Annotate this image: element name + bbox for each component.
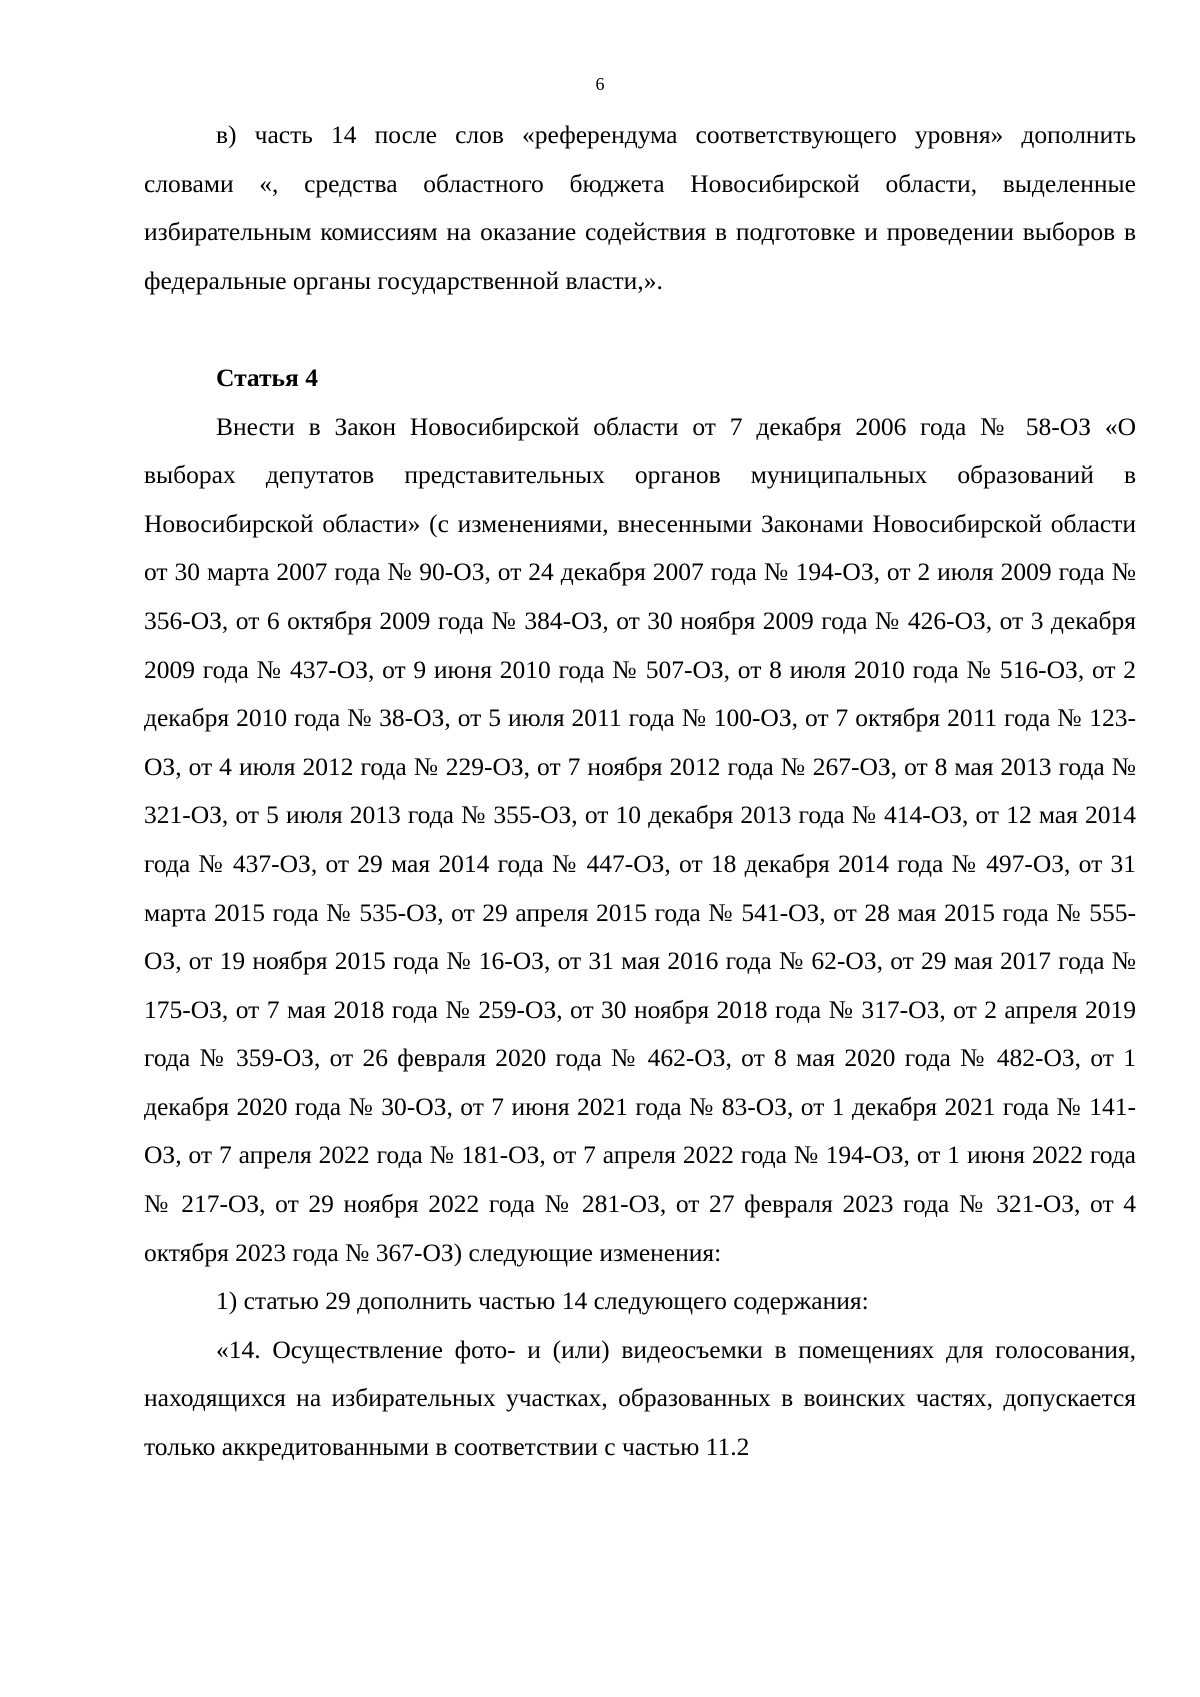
article-heading: Статья 4 (216, 362, 318, 392)
paragraph-spacer (144, 305, 1136, 354)
paragraph-amendment-v: в) часть 14 после слов «референдума соответствующего уровня» дополнить словами «, средства областного бюджета Новосибирской области, выделенные избирательным комиссиям на оказание содействия в подготовке и проведении выборов в федеральные органы государственной власти,». (144, 120, 1136, 295)
paragraph-part-14: «14. Осуществление фото- и (или) видеосъемки в помещениях для голосования, находящихся на избирательных участках, образованных в воинских частях, допускается только аккредитованными в соответствии с частью 11.2 (144, 1334, 1136, 1462)
page-number: 6 (595, 74, 605, 94)
paragraph-item-1: 1) статью 29 дополнить частью 14 следующего содержания: (216, 1286, 869, 1316)
paragraph-article-intro: Внести в Закон Новосибирской области от 7 декабря 2006 года № 58-ОЗ «О выборах депутатов представительных органов муниципальных образований в Новосибирской области» (с изменениями, внесенными Законами Новосибирской области от 30 марта 2007 года № 90-ОЗ, от 24 декабря 2007 года № 194-ОЗ, от 2 июля 2009 года № 356-ОЗ, от 6 октября 2009 года № 384-ОЗ, от 30 ноября 2009 года № 426-ОЗ, от 3 декабря 2009 года № 437-ОЗ, от 9 июня 2010 года № 507-ОЗ, от 8 июля 2010 года № 516-ОЗ, от 2 декабря 2010 года № 38-ОЗ, от 5 июля 2011 года № 100-ОЗ, от 7 октября 2011 года № 123-ОЗ, от 4 июля 2012 года № 229-ОЗ, от 7 ноября 2012 года № 267-ОЗ, от 8 мая 2013 года № 321-ОЗ, от 5 июля 2013 года № 355-ОЗ, от 10 декабря 2013 года № 414-ОЗ, от 12 мая 2014 года № 437-ОЗ, от 29 мая 2014 года № 447-ОЗ, от 18 декабря 2014 года № 497-ОЗ, от 31 марта 2015 года № 535-ОЗ, от 29 апреля 2015 года № 541-ОЗ, от 28 мая 2015 года № 555-ОЗ, от 19 ноября 2015 года № 16-ОЗ, от 31 мая 2016 года № 62-ОЗ, от 29 мая 2017 года № 175-ОЗ, от 7 мая 2018 года № 259-ОЗ, от 30 ноября 2018 года № 317-ОЗ, от 2 апреля 2019 года № 359-ОЗ, от 26 февраля 2020 года № 462-ОЗ, от 8 мая 2020 года № 482-ОЗ, от 1 декабря 2020 года № 30-ОЗ, от 7 июня 2021 года № 83-ОЗ, от 1 декабря 2021 года № 141-ОЗ, от 7 апреля 2022 года № 181-ОЗ, от 7 апреля 2022 года № 194-ОЗ, от 1 июня 2022 года № 217-ОЗ, от 29 ноября 2022 года № 281-ОЗ, от 27 февраля 2023 года № 321-ОЗ, от 4 октября 2023 года № 367-ОЗ) следующие изменения: (144, 411, 1136, 1267)
document-body (144, 111, 1136, 1472)
